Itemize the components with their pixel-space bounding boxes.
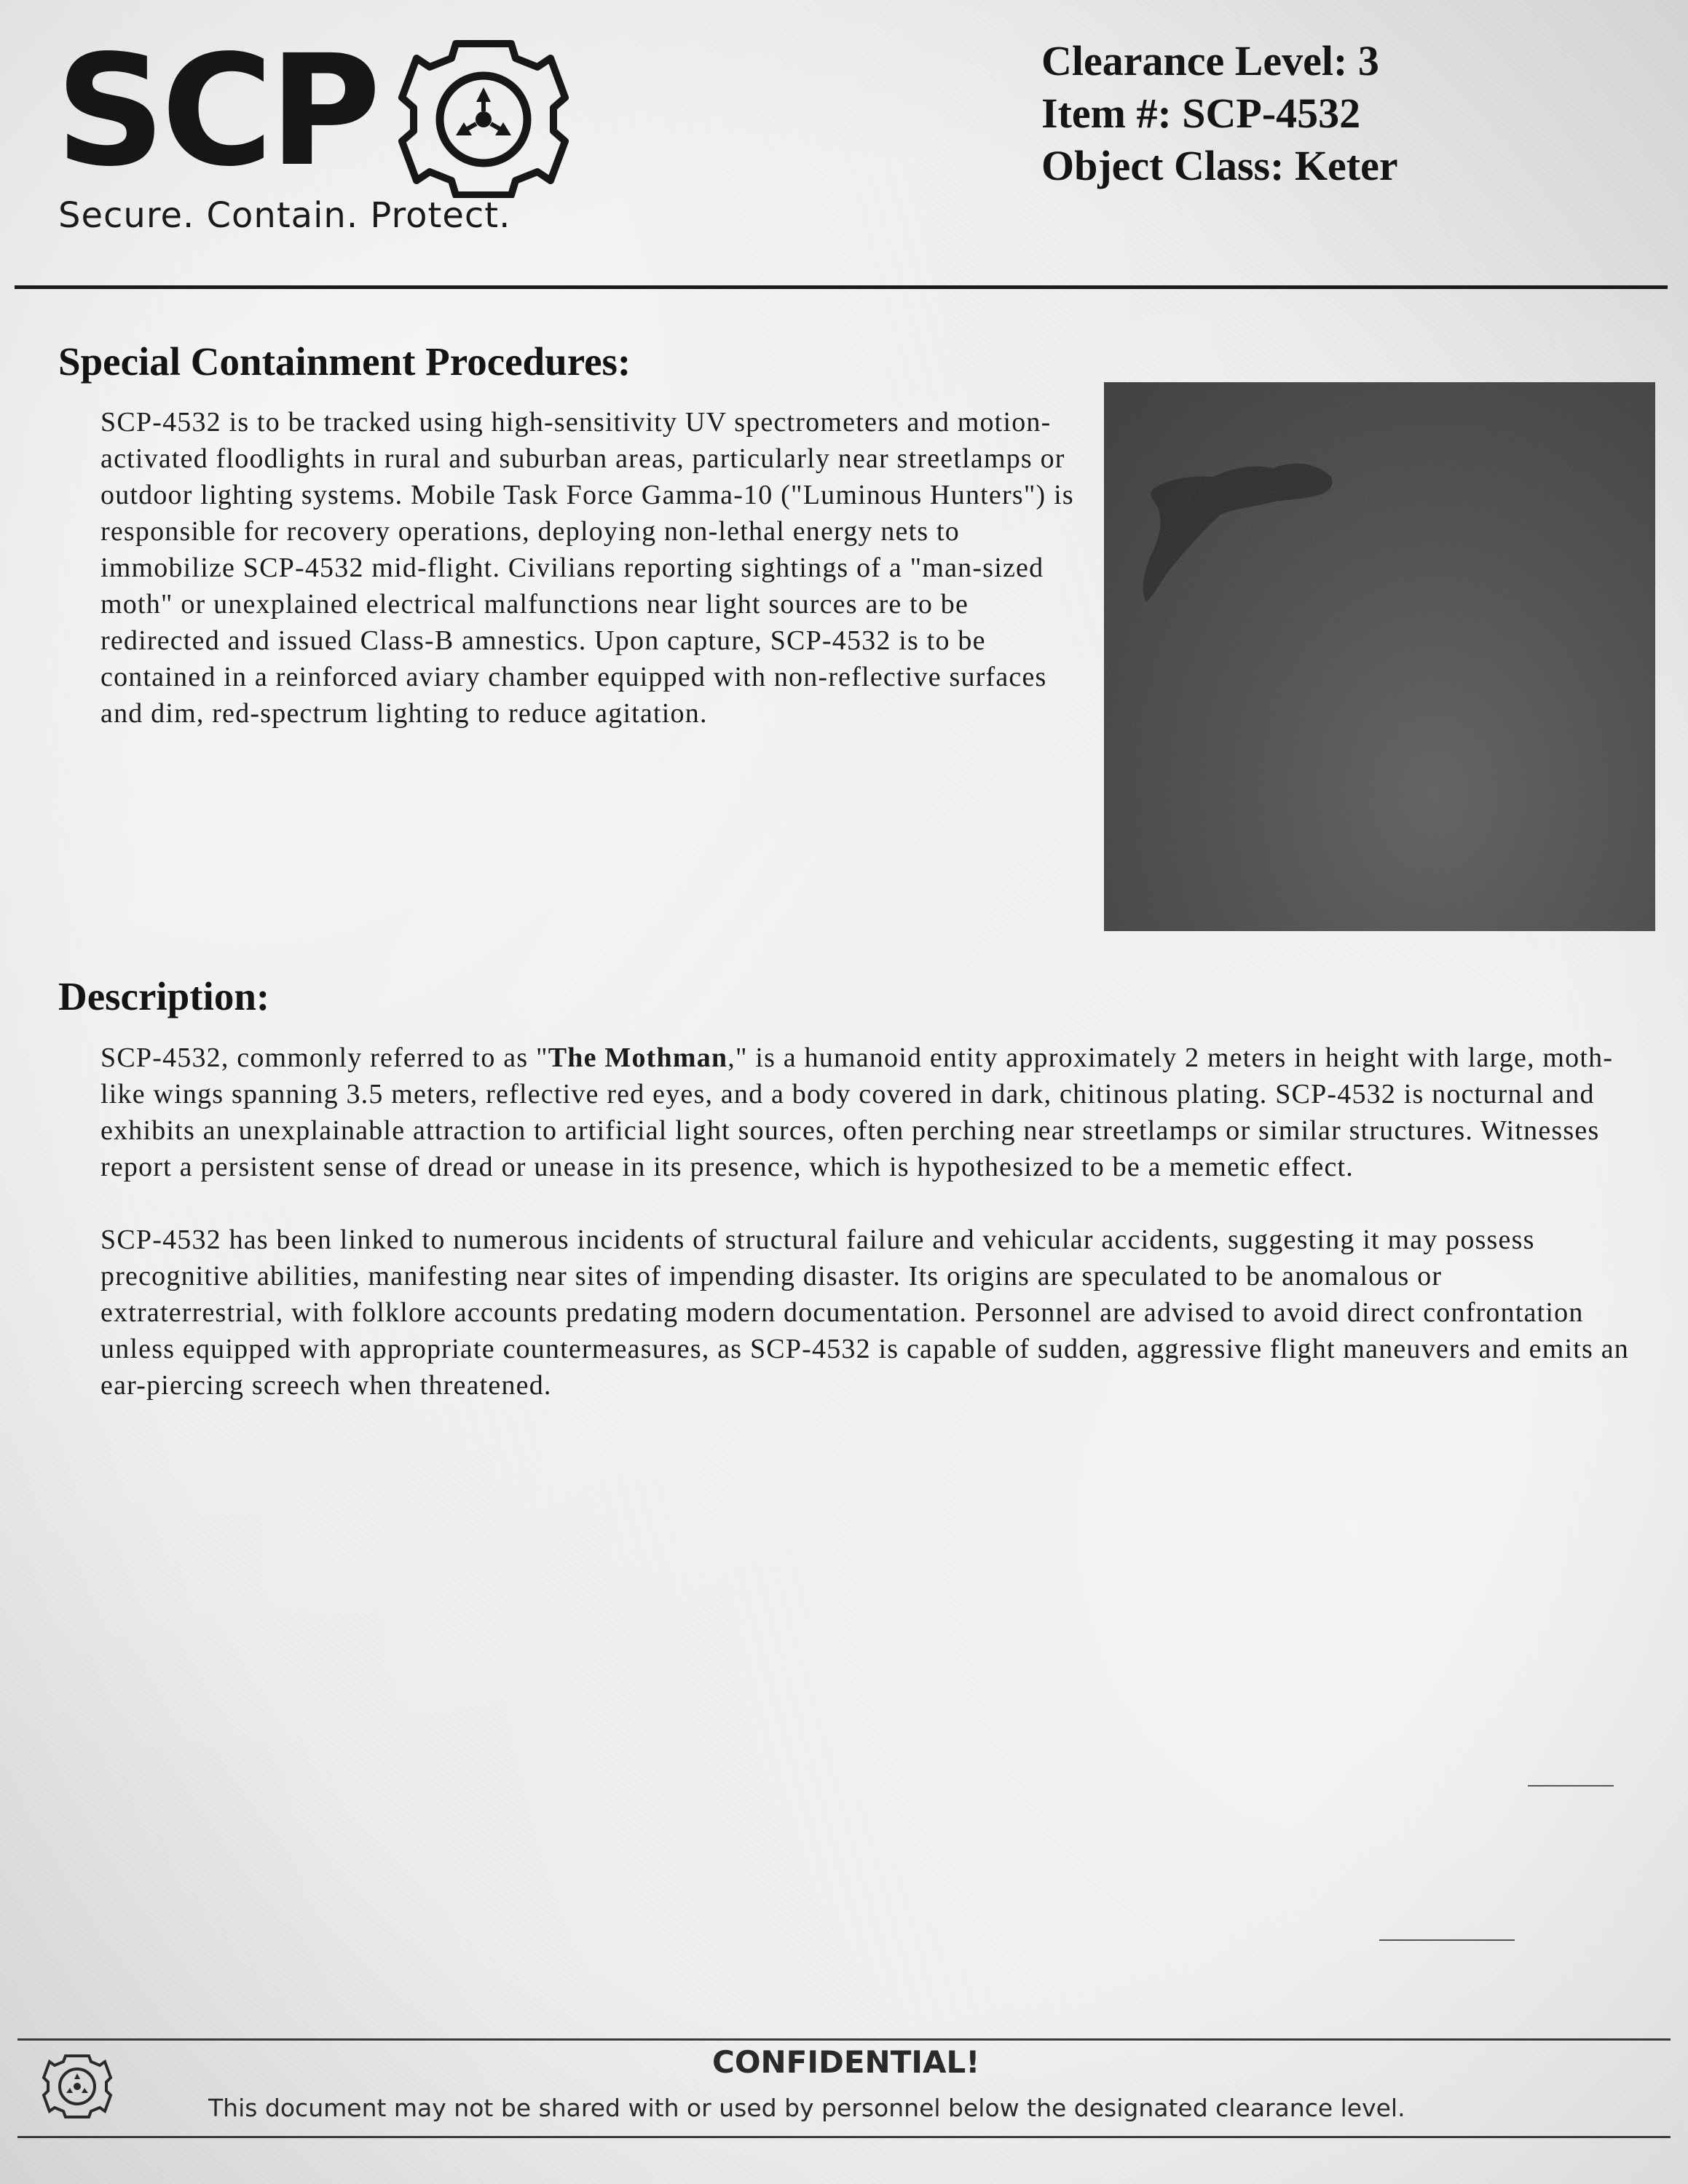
description-paragraph [100, 1040, 1630, 1185]
footer-seal-icon [35, 2053, 127, 2120]
decorative-line [1379, 1939, 1515, 1941]
description-text-rest: ," is a humanoid entity approximately 2 meters in height with large, moth-like wings spanning 3.5 meters, reflective red eyes, and a body covered in dark, chitinous plating. SCP-4532 is nocturnal and exhibits an unexplainable attraction to artificial light sources, often perching near streetlamps or similar structures. Witnesses report a persistent sense of dread or unease in its presence, which is hypothesized to be a memetic effect. [100, 1042, 1614, 1182]
scp-seal-icon [396, 38, 615, 198]
header-divider [15, 285, 1668, 289]
decorative-line [1528, 1785, 1614, 1787]
description-paragraph: SCP-4532 has been linked to numerous incidents of structural failure and vehicular accidents, suggesting it may possess precognitive abilities, manifesting near sites of impending disaster. Its origins are speculated to be anomalous or extraterrestrial, with folklore accounts predating modern documentation. Personnel are advised to avoid direct confrontation unless equipped with appropriate countermeasures, as SCP-4532 is capable of sudden, aggressive flight maneuvers and emits an ear-piercing screech when threatened. [100, 1224, 1629, 1401]
description-heading: Description: [58, 974, 270, 1018]
footer-divider [17, 2136, 1671, 2138]
clearance-level: Clearance Level: 3 [1041, 37, 1379, 84]
logo-tagline: Secure. Contain. Protect. [58, 195, 511, 236]
description-body [100, 1040, 1630, 1440]
logo-wordmark: SCP [55, 22, 377, 200]
confidential-note: This document may not be shared with or used by personnel below the designated clearance level. [208, 2094, 1405, 2122]
description-text-lead: SCP-4532, commonly referred to as " [100, 1042, 548, 1073]
object-class: Object Class: Keter [1041, 142, 1398, 189]
scp-logo [55, 22, 580, 253]
confidential-label: CONFIDENTIAL! [712, 2044, 980, 2080]
item-number: Item #: SCP-4532 [1041, 90, 1361, 137]
mothman-silhouette-icon [1104, 382, 1655, 931]
document-meta [1041, 35, 1398, 192]
entity-nickname: The Mothman [548, 1042, 728, 1073]
procedures-body: SCP-4532 is to be tracked using high-sensitivity UV spectrometers and motion-activated floodlights in rural and suburban areas, particularly near streetlamps or outdoor lighting systems. Mobile Task Force Gamma-10 ("Luminous Hunters") is responsible for recovery operations, deploying non-lethal energy nets to immobilize SCP-4532 mid-flight. Civilians reporting sightings of a "man-sized moth" or unexplained electrical malfunctions near light sources are to be redirected and issued Class-B amnestics. Upon capture, SCP-4532 is to be contained in a reinforced aviary chamber equipped with non-reflective surfaces and dim, red-spectrum lighting to reduce agitation. [100, 407, 1074, 729]
specimen-photo [1104, 382, 1655, 931]
procedures-heading: Special Containment Procedures: [58, 339, 631, 384]
footer-divider [17, 2038, 1671, 2041]
